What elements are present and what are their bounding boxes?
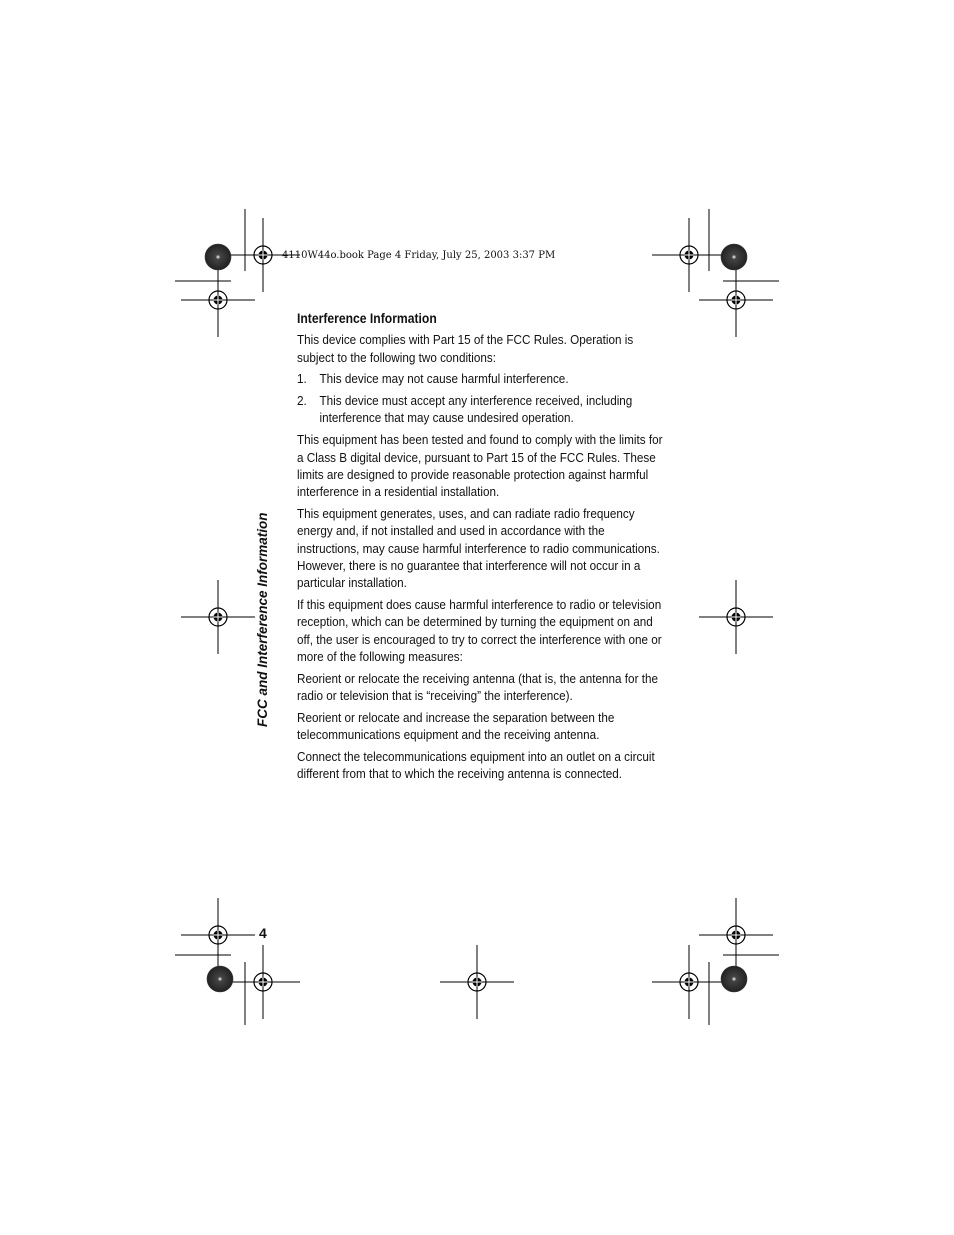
body-paragraph: This equipment has been tested and found to comply with the limits for a Class B digital device, pursuant to Part 15 of the FCC Rules. These limits are designed to provide reasonable protection against harmful interference in a residential installation. xyxy=(297,432,663,500)
list-number: 2. xyxy=(297,393,307,409)
list-number: 1. xyxy=(297,371,307,387)
list-item xyxy=(297,392,666,427)
body-paragraph: If this equipment does cause harmful interference to radio or television reception, which can be determined by turning the equipment on and off, the user is encouraged to try to correct the interference with one or more of the following measures: xyxy=(297,596,662,664)
section-heading: Interference Information xyxy=(297,311,437,326)
body-paragraph: Reorient or relocate and increase the separation between the telecommunications equipment and the receiving antenna. xyxy=(297,709,615,743)
list-text: This device must accept any interference received, including interference that may cause undesired operation. xyxy=(319,393,633,426)
conditions-list xyxy=(297,370,666,426)
page-number: 4 xyxy=(259,925,267,941)
section-side-title: FCC and Interference Information xyxy=(255,512,270,727)
intro-paragraph: This device complies with Part 15 of the FCC Rules. Operation is subject to the following two conditions: xyxy=(297,332,634,365)
body-paragraph: Connect the telecommunications equipment into an outlet on a circuit different from that to which the receiving antenna is connected. xyxy=(297,748,655,782)
list-text: This device may not cause harmful interference. xyxy=(319,371,569,387)
main-content xyxy=(297,310,666,787)
list-item xyxy=(297,370,666,387)
body-paragraph: This equipment generates, uses, and can radiate radio frequency energy and, if not installed and used in accordance with the instructions, may cause harmful interference to radio communications. However, there is no guarantee that interference will not occur in a particular installation. xyxy=(297,505,660,591)
book-file-info: 4110W44o.book Page 4 Friday, July 25, 2003 3:37 PM xyxy=(282,250,556,261)
body-paragraph: Reorient or relocate the receiving antenna (that is, the antenna for the radio or television that is “receiving” the interference). xyxy=(297,670,658,703)
